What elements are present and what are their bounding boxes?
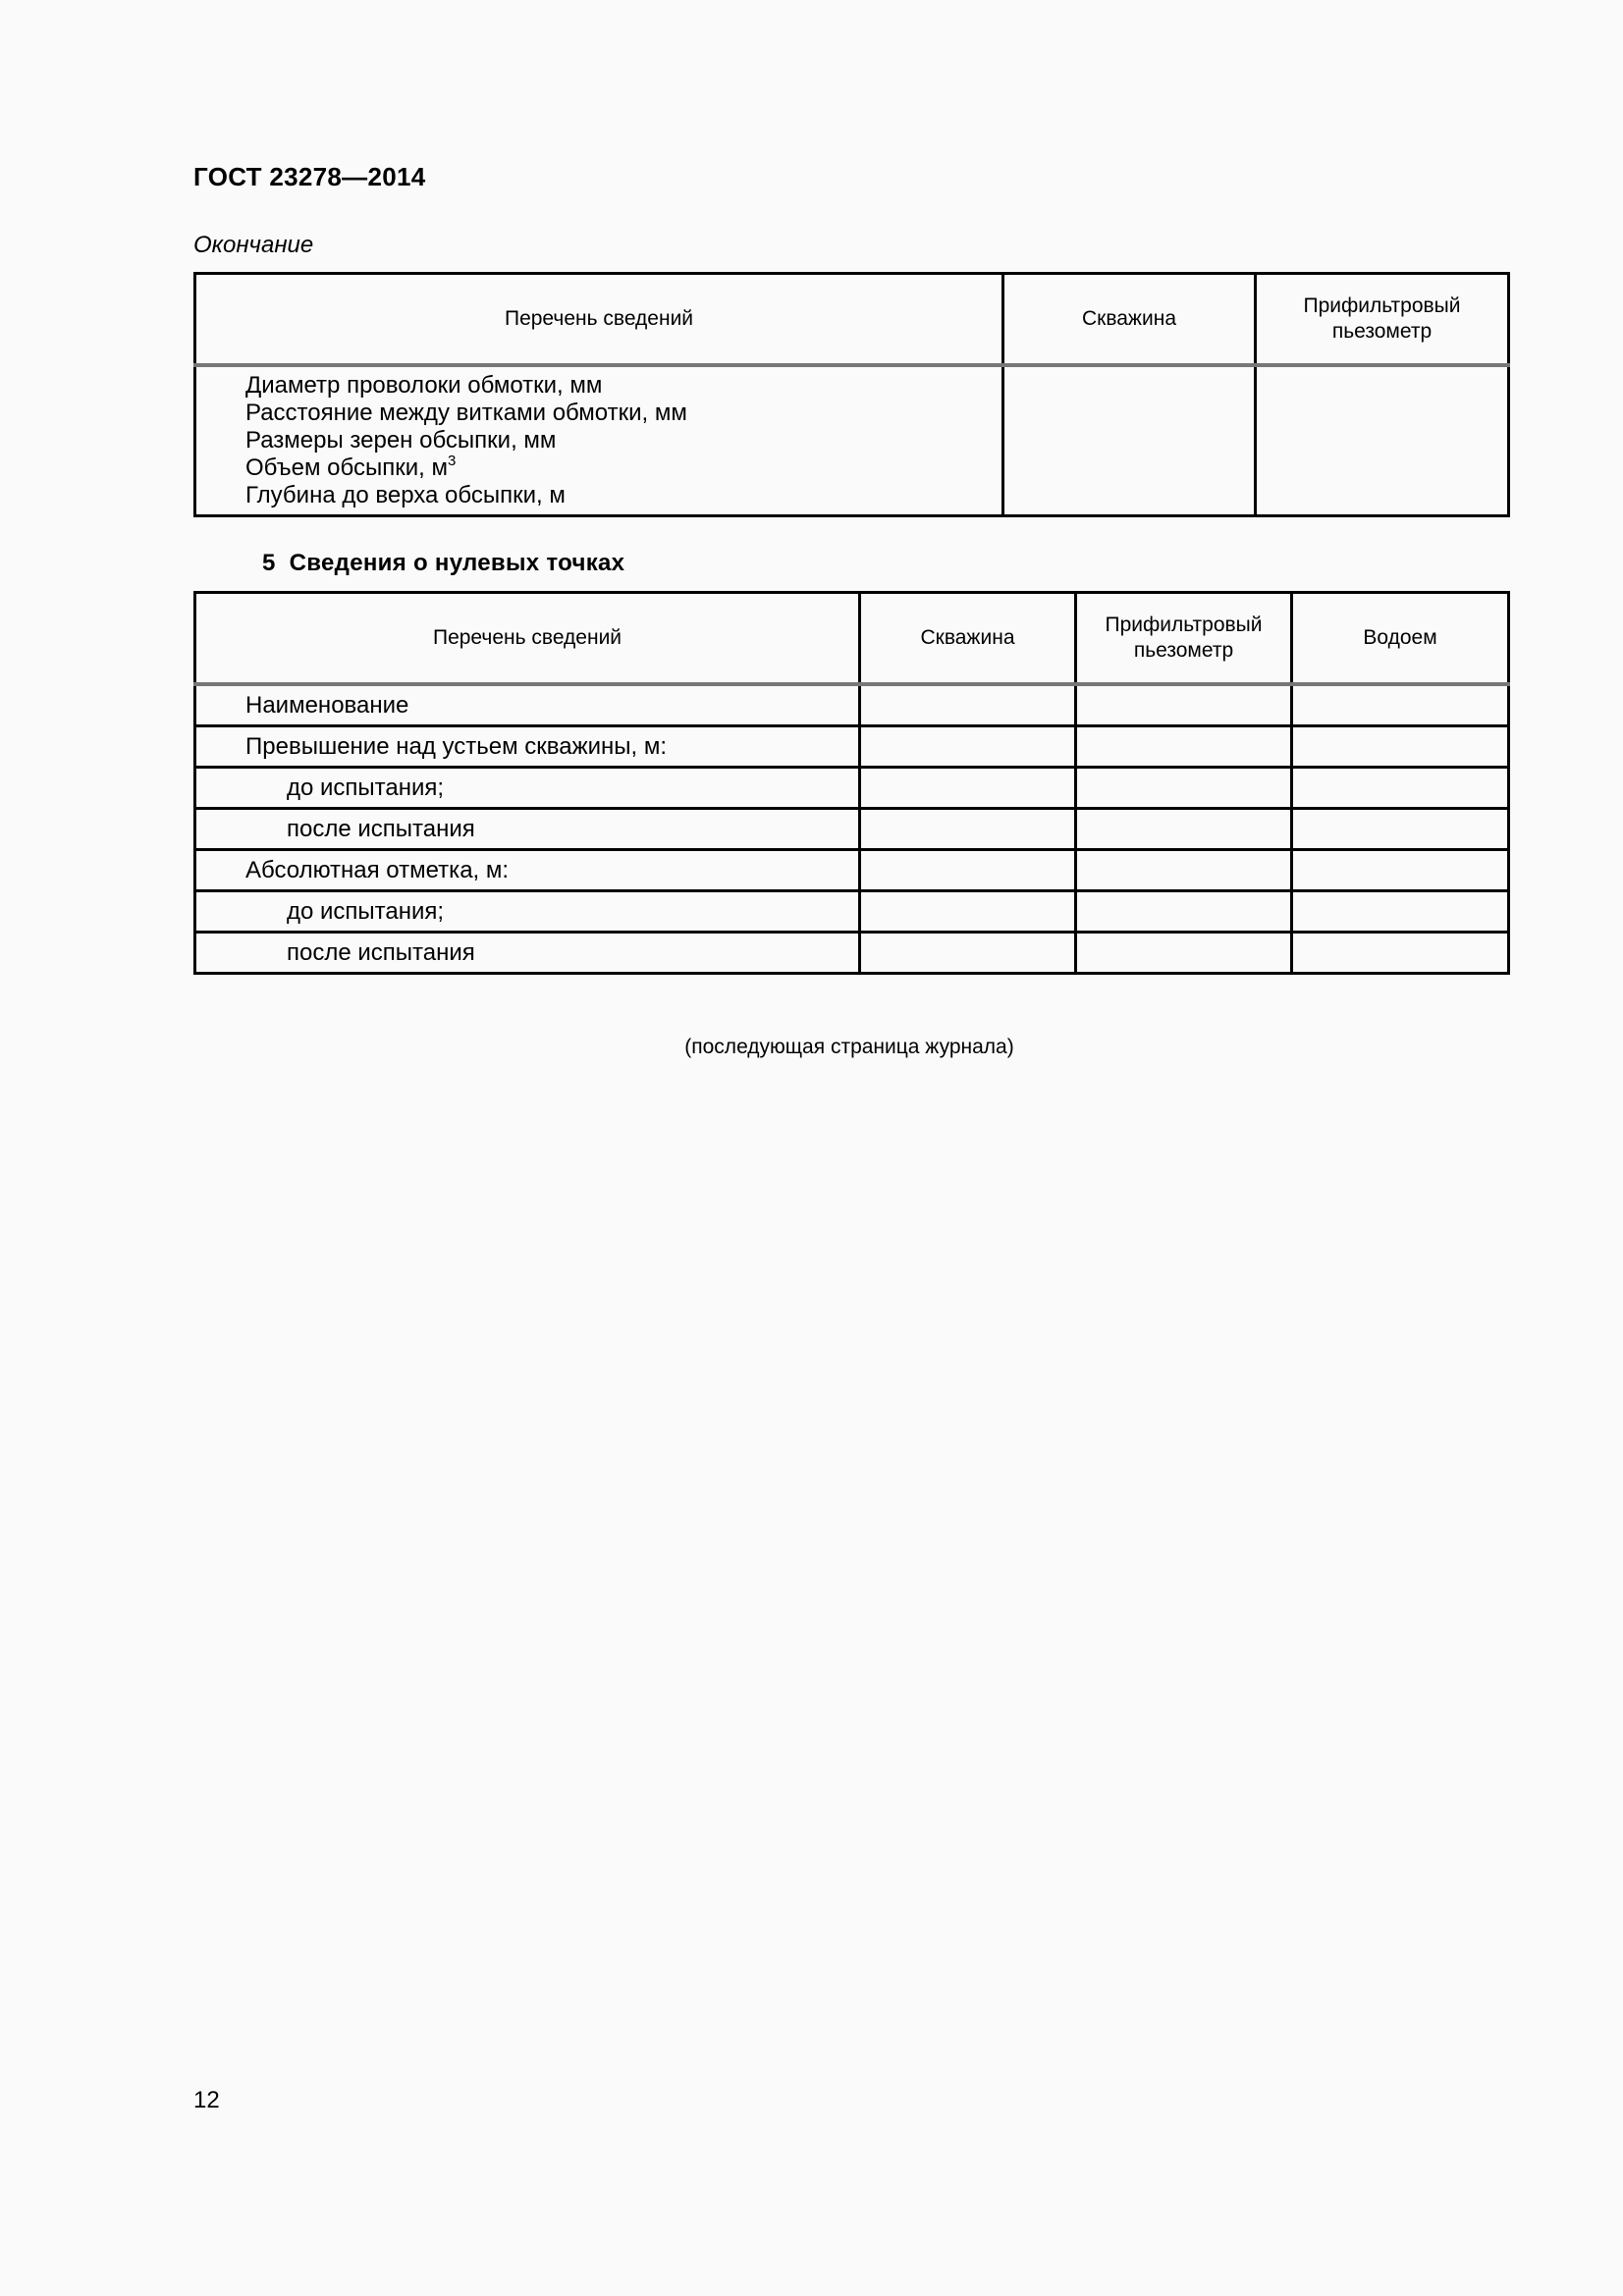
column-header-piezometer (1076, 593, 1292, 685)
table-cell-empty (1292, 809, 1509, 850)
list-item: Размеры зерен обсыпки, мм (245, 427, 557, 454)
list-item (245, 454, 1001, 482)
section-number: 5 (262, 550, 276, 576)
section-title: Сведения о нулевых точках (289, 550, 625, 576)
table-cell-empty (1292, 891, 1509, 933)
table-cell-empty (1076, 933, 1292, 974)
document-header: ГОСТ 23278—2014 (193, 162, 426, 191)
section-heading (262, 550, 624, 577)
table-cell-empty (1256, 365, 1509, 516)
table-cell-empty (1292, 726, 1509, 768)
table-cell-empty (1076, 726, 1292, 768)
list-item: Диаметр проволоки обмотки, мм (245, 372, 603, 399)
column-header-piezometer (1256, 274, 1509, 366)
table-zero-points (193, 591, 1510, 975)
table-cell-empty (860, 809, 1076, 850)
row-label: Наименование (195, 684, 860, 726)
column-header-piezometer-text: Прифильтровый пьезометр (1303, 294, 1461, 343)
row-label: после испытания (195, 809, 860, 850)
column-header-info-list: Перечень сведений (195, 274, 1003, 366)
row-label: Абсолютная отметка, м: (195, 850, 860, 891)
table-cell-empty (1076, 684, 1292, 726)
column-header-piezometer-text: Прифильтровый пьезометр (1105, 614, 1263, 662)
next-page-note: (последующая страница журнала) (684, 1036, 1014, 1058)
table-cell-empty (1076, 809, 1292, 850)
row-label: до испытания; (195, 891, 860, 933)
row-label: Превышение над устьем скважины, м: (195, 726, 860, 768)
table-row (195, 768, 1509, 809)
table-cell-empty (860, 726, 1076, 768)
table-cell-empty (860, 891, 1076, 933)
continuation-label: Окончание (193, 232, 314, 258)
row-label: после испытания (195, 933, 860, 974)
table-cell-empty (1076, 768, 1292, 809)
table-cell-empty (860, 768, 1076, 809)
column-header-reservoir: Водоем (1292, 593, 1509, 685)
column-header-info-list: Перечень сведений (195, 593, 860, 685)
table-cell-empty (1076, 850, 1292, 891)
table-row (195, 726, 1509, 768)
table-row (195, 891, 1509, 933)
table-well-filter-info (193, 272, 1510, 517)
table-row (195, 850, 1509, 891)
table-cell-empty (860, 933, 1076, 974)
table-cell-empty (1076, 891, 1292, 933)
column-header-well: Скважина (1003, 274, 1256, 366)
page-number: 12 (193, 2087, 220, 2113)
column-header-well: Скважина (860, 593, 1076, 685)
table-cell-empty (1292, 850, 1509, 891)
table-row (195, 684, 1509, 726)
table-cell-empty (860, 850, 1076, 891)
list-item-text: Объем обсыпки, м (245, 454, 448, 481)
list-item: Глубина до верха обсыпки, м (245, 482, 566, 508)
table-cell-empty (860, 684, 1076, 726)
info-list-cell (195, 365, 1003, 516)
superscript: 3 (447, 453, 457, 469)
list-item: Расстояние между витками обмотки, мм (245, 400, 687, 426)
table-row (195, 809, 1509, 850)
table-cell-empty (1003, 365, 1256, 516)
table-row (195, 933, 1509, 974)
table-cell-empty (1292, 684, 1509, 726)
table-body (195, 684, 1509, 974)
row-label: до испытания; (195, 768, 860, 809)
table-cell-empty (1292, 768, 1509, 809)
table-cell-empty (1292, 933, 1509, 974)
